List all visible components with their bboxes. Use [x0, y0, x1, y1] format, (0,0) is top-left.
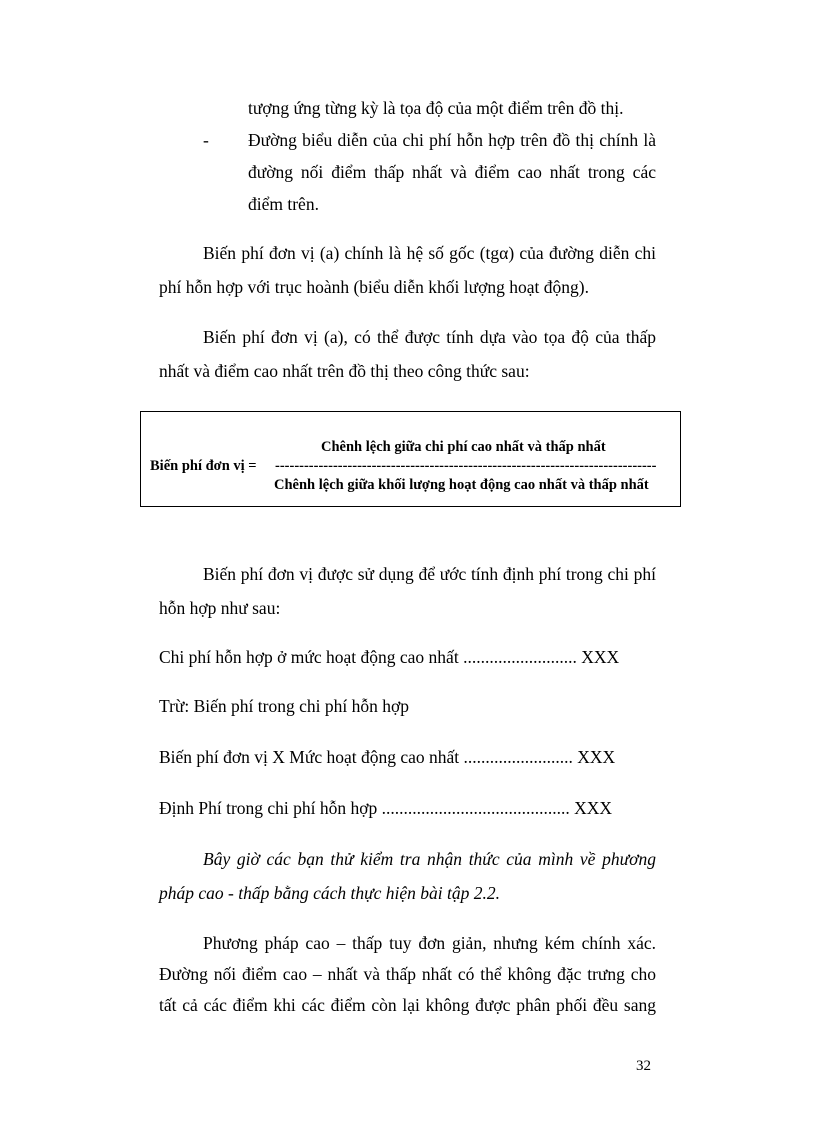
bullet-line-2: đường nối điểm thấp nhất và điểm cao nhất trong các [248, 162, 656, 182]
para3-line-1: Biến phí đơn vị được sử dụng để ước tính định phí trong chi phí [203, 564, 656, 584]
para4-line-2: Đường nối điểm cao – nhất và thấp nhất có thể không đặc trưng cho [159, 964, 656, 984]
para2-line-1: Biến phí đơn vị (a), có thể được tính dựa vào tọa độ của thấp [203, 327, 656, 347]
calc-row-variable: Biến phí đơn vị X Mức hoạt động cao nhất ......................... XXX [159, 747, 616, 767]
calc-row-mixed-cost: Chi phí hỗn hợp ở mức hoạt động cao nhất .......................... XXX [159, 647, 620, 667]
bullet-line-1: Đường biểu diễn của chi phí hỗn hợp trên đồ thị chính là [248, 130, 656, 150]
formula-denominator: Chênh lệch giữa khối lượng hoạt động cao nhất và thấp nhất [274, 477, 649, 493]
para1-line-1: Biến phí đơn vị (a) chính là hệ số gốc (tgα) của đường diễn chi [203, 243, 656, 263]
para3-line-2: hỗn hợp như sau: [159, 598, 281, 618]
italic-line-1: Bây giờ các bạn thử kiểm tra nhận thức của mình về phương [203, 849, 656, 869]
para4-line-3: tất cả các điểm khi các điểm còn lại không được phân phối đều sang [159, 995, 656, 1015]
calc-row-fixed: Định Phí trong chi phí hỗn hợp ........................................... XXX [159, 798, 613, 818]
formula-box [140, 411, 681, 507]
bullet-dash: - [203, 130, 209, 150]
para4-line-1: Phương pháp cao – thấp tuy đơn giản, nhưng kém chính xác. [203, 933, 656, 953]
para1-line-2: phí hỗn hợp với trục hoành (biểu diễn khối lượng hoạt động). [159, 277, 589, 297]
bullet-line-3: điểm trên. [248, 194, 319, 214]
calc-row-less: Trừ: Biến phí trong chi phí hỗn hợp [159, 696, 409, 716]
para2-line-2: nhất và điểm cao nhất trên đồ thị theo công thức sau: [159, 361, 530, 381]
formula-numerator: Chênh lệch giữa chi phí cao nhất và thấp nhất [321, 439, 606, 455]
continuation-line: tượng ứng từng kỳ là tọa độ của một điểm trên đồ thị. [248, 98, 624, 118]
formula-fraction-bar: ------------------------------------------------------------------------------- [275, 458, 657, 474]
italic-line-2: pháp cao - thấp bằng cách thực hiện bài tập 2.2. [159, 883, 501, 903]
page-number: 32 [636, 1058, 651, 1074]
formula-label: Biến phí đơn vị = [150, 458, 257, 474]
